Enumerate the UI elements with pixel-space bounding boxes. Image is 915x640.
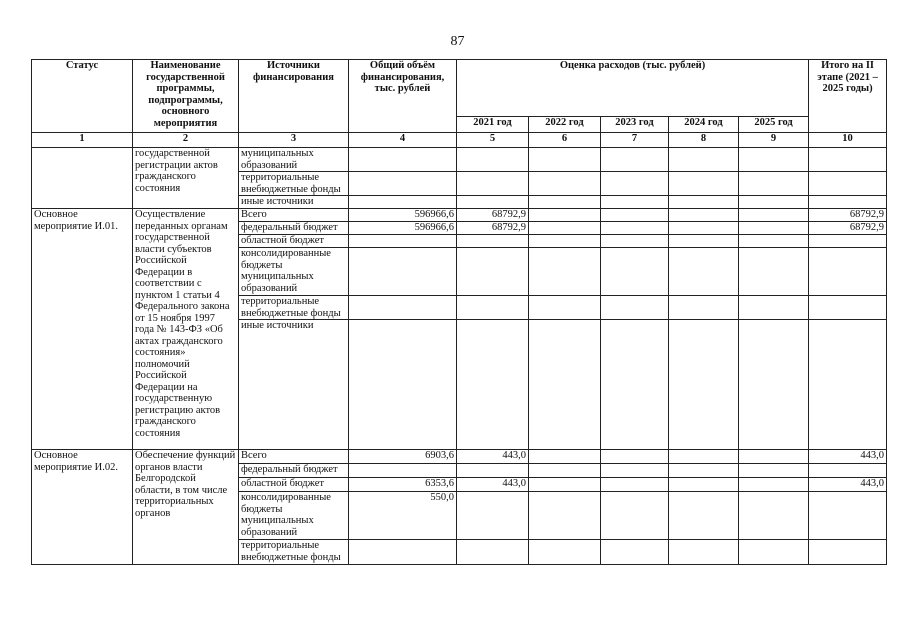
header-year: 2025 год — [739, 117, 809, 133]
measure-name-cell: Осуществление переданных органам государственной власти субъектов Российской Федерации в соответствии с пунктом 1 статьи 4 Федерального закона от 15 ноября 1997 года № 143-ФЗ «Об актах гражданского состояния» полномочий Российской Федерации на государственную регистрацию актов гражданского состояния — [133, 209, 239, 450]
source-cell: областной бюджет — [239, 478, 349, 492]
stage-total-cell: 68792,9 — [809, 222, 887, 235]
table-row — [32, 209, 887, 222]
total-cell — [349, 235, 457, 248]
source-cell: консолидированные бюджеты муниципальных образований — [239, 248, 349, 296]
header-year: 2023 год — [601, 117, 669, 133]
year-2021-cell — [457, 148, 529, 172]
source-cell: федеральный бюджет — [239, 464, 349, 478]
status-cell — [32, 148, 133, 209]
column-number: 4 — [349, 133, 457, 148]
total-cell — [349, 540, 457, 565]
stage-total-cell — [809, 492, 887, 540]
column-number-row — [32, 133, 887, 148]
year-2021-cell — [457, 540, 529, 565]
stage-total-cell — [809, 196, 887, 209]
total-cell: 596966,6 — [349, 222, 457, 235]
page-number: 87 — [450, 34, 465, 49]
source-cell: муниципальных образований — [239, 148, 349, 172]
source-cell: иные источники — [239, 196, 349, 209]
year-2021-cell — [457, 248, 529, 296]
stage-total-cell: 68792,9 — [809, 209, 887, 222]
column-number: 6 — [529, 133, 601, 148]
source-cell: территориальные внебюджетные фонды — [239, 172, 349, 196]
header-row — [32, 60, 887, 117]
column-number: 5 — [457, 133, 529, 148]
year-2021-cell — [457, 172, 529, 196]
source-cell: областной бюджет — [239, 235, 349, 248]
year-2021-cell — [457, 464, 529, 478]
source-cell: Всего — [239, 209, 349, 222]
year-2021-cell: 443,0 — [457, 478, 529, 492]
table-row — [32, 148, 887, 172]
total-cell — [349, 464, 457, 478]
source-cell: территориальные внебюджетные фонды — [239, 540, 349, 565]
header-status: Статус — [32, 60, 133, 133]
total-cell — [349, 296, 457, 320]
stage-total-cell — [809, 172, 887, 196]
header-year: 2024 год — [669, 117, 739, 133]
total-cell: 550,0 — [349, 492, 457, 540]
stage-total-cell: 443,0 — [809, 478, 887, 492]
stage-total-cell: 443,0 — [809, 450, 887, 464]
year-2021-cell — [457, 235, 529, 248]
financing-table — [31, 59, 887, 565]
status-cell: Основное мероприятие И.01. — [32, 209, 133, 450]
header-year: 2021 год — [457, 117, 529, 133]
stage-total-cell — [809, 248, 887, 296]
source-cell: консолидированные бюджеты муниципальных образований — [239, 492, 349, 540]
year-2021-cell: 68792,9 — [457, 209, 529, 222]
year-2021-cell — [457, 320, 529, 450]
stage-total-cell — [809, 464, 887, 478]
header-estimate: Оценка расходов (тыс. рублей) — [457, 60, 809, 117]
total-cell — [349, 172, 457, 196]
total-cell: 6903,6 — [349, 450, 457, 464]
source-cell: федеральный бюджет — [239, 222, 349, 235]
total-cell — [349, 320, 457, 450]
stage-total-cell — [809, 320, 887, 450]
header-name: Наименование государственной программы, подпрограммы, основного мероприятия — [133, 60, 239, 133]
stage-total-cell — [809, 540, 887, 565]
header-total-volume: Общий объём финансирования, тыс. рублей — [349, 60, 457, 133]
source-cell: территориальные внебюджетные фонды — [239, 296, 349, 320]
source-cell: Всего — [239, 450, 349, 464]
source-cell: иные источники — [239, 320, 349, 450]
measure-name-cell: Обеспечение функций органов власти Белгородской области, в том числе территориальных органов — [133, 450, 239, 565]
status-cell: Основное мероприятие И.02. — [32, 450, 133, 565]
column-number: 7 — [601, 133, 669, 148]
table-row — [32, 450, 887, 464]
stage-total-cell — [809, 296, 887, 320]
column-number: 3 — [239, 133, 349, 148]
total-cell — [349, 196, 457, 209]
column-number: 2 — [133, 133, 239, 148]
year-2021-cell — [457, 492, 529, 540]
column-number: 9 — [739, 133, 809, 148]
stage-total-cell — [809, 148, 887, 172]
year-2021-cell: 68792,9 — [457, 222, 529, 235]
total-cell: 6353,6 — [349, 478, 457, 492]
header-year: 2022 год — [529, 117, 601, 133]
total-cell — [349, 148, 457, 172]
year-2021-cell: 443,0 — [457, 450, 529, 464]
stage-total-cell — [809, 235, 887, 248]
column-number: 8 — [669, 133, 739, 148]
year-2021-cell — [457, 296, 529, 320]
total-cell: 596966,6 — [349, 209, 457, 222]
header-sources: Источники финансирования — [239, 60, 349, 133]
year-2021-cell — [457, 196, 529, 209]
column-number: 1 — [32, 133, 133, 148]
header-stage-total: Итого на II этапе (2021 – 2025 годы) — [809, 60, 887, 133]
column-number: 10 — [809, 133, 887, 148]
total-cell — [349, 248, 457, 296]
measure-name-cell: государственной регистрации актов гражданского состояния — [133, 148, 239, 209]
